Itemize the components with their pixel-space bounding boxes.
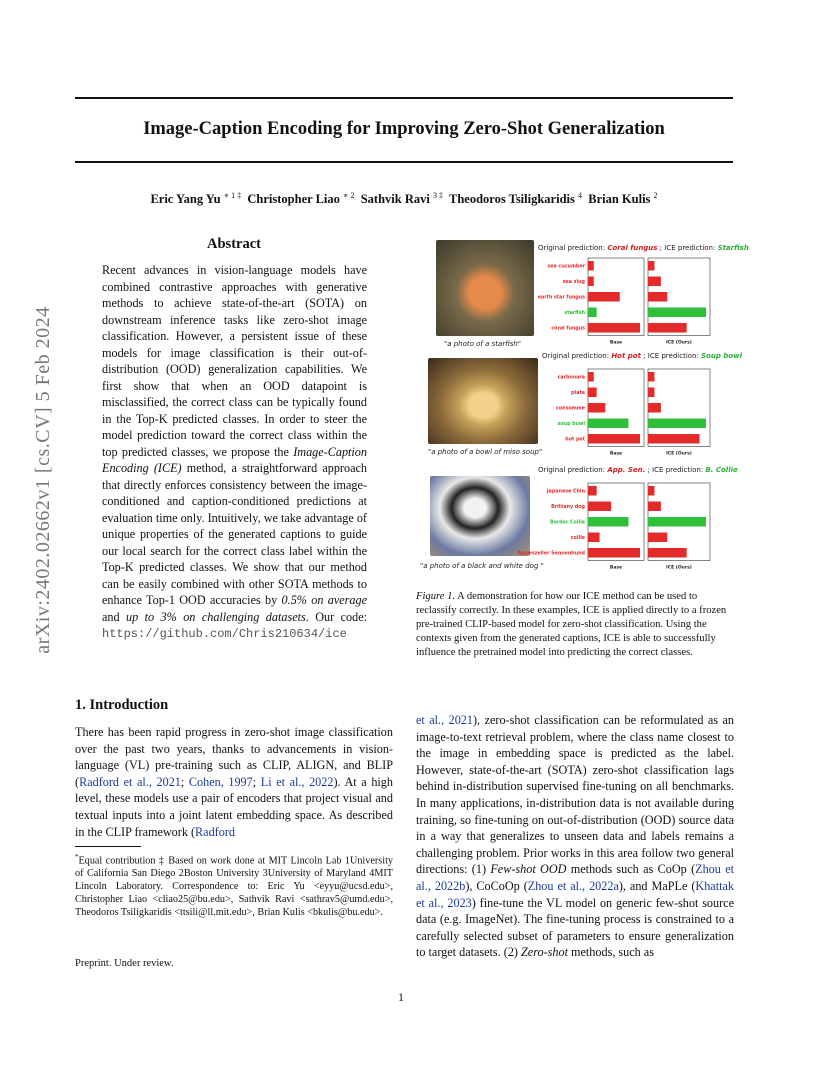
ice-bar bbox=[648, 434, 700, 444]
page-number: 1 bbox=[398, 990, 404, 1004]
author: Brian Kulis bbox=[588, 192, 651, 207]
author: Eric Yang Yu bbox=[150, 192, 221, 207]
category-label: hot pot bbox=[565, 437, 585, 443]
ice-bar bbox=[648, 292, 667, 302]
citation-link[interactable]: Radford bbox=[195, 824, 235, 839]
intro-left-column bbox=[75, 724, 393, 840]
ice-bar bbox=[648, 323, 687, 333]
photo-caption: "a photo of a bowl of miso soup" bbox=[428, 448, 543, 456]
author-aff: ∗ 1 ‡ bbox=[223, 191, 242, 200]
abstract-heading: Abstract bbox=[207, 236, 261, 252]
author-aff: 4 bbox=[578, 191, 582, 200]
base-bar bbox=[588, 486, 597, 496]
category-label: Appenzeller Sennenhund bbox=[517, 551, 585, 557]
category-label: collie bbox=[570, 536, 585, 541]
base-bar bbox=[588, 434, 640, 444]
intro-text: methods such as CoOp ( bbox=[566, 862, 696, 877]
top-rule bbox=[75, 97, 733, 99]
intro-text: ), and MaPLe ( bbox=[618, 878, 696, 893]
author-aff: 3 ‡ bbox=[432, 191, 443, 200]
category-label: carbonara bbox=[557, 375, 585, 381]
intro-text: ). At a high level, these models use a pair of encoders that project visual and textual inputs into a joint latent embedding space. As described in the CLIP framework ( bbox=[75, 774, 393, 839]
prediction-title: Original prediction: Coral fungus ; ICE prediction: Starfish bbox=[538, 244, 749, 252]
ice-bar bbox=[648, 548, 687, 558]
title-rule bbox=[75, 161, 733, 163]
photo-caption: "a photo of a black and white dog " bbox=[420, 562, 544, 570]
series-label: ICE (Ours) bbox=[666, 340, 692, 346]
category-label: consomme bbox=[556, 406, 585, 412]
citation-link[interactable]: Cohen, 1997 bbox=[188, 774, 253, 789]
figure-label: Figure 1. bbox=[416, 591, 456, 602]
footnote-text: Equal contribution ‡ Based on work done at MIT Lincoln Lab 1University of California San Diego 2Boston University 3University of Maryland 4MIT Lincoln Laboratory. Correspondence to: Eric Yu <eyyu@ucsd.edu>, Christopher Liao <cliao25@bu.edu>, Sathvik Ravi <sathrav5@umd.edu>, Theodoros Tsiligkaridis <ttsili@ll.mit.edu>, Brian Kulis <bkulis@bu.edu>. bbox=[75, 855, 393, 918]
ice-bar bbox=[648, 486, 654, 496]
author-aff: 2 bbox=[653, 191, 658, 200]
citation-link[interactable]: Zhou et al., 2022b bbox=[416, 862, 734, 893]
abstract-text: . Our code: bbox=[305, 609, 367, 624]
base-bar bbox=[588, 502, 611, 512]
preprint-note: Preprint. Under review. bbox=[75, 958, 174, 969]
intro-text: ) fine-tune the VL model on generic few-shot source data (e.g. ImageNet). The fine-tuning process is constrained to a carefully selected subset of parameters to ensure generalization to target datasets. (2) bbox=[416, 895, 735, 960]
author: Theodoros Tsiligkaridis bbox=[449, 192, 575, 207]
ice-bar bbox=[648, 277, 661, 287]
code-link[interactable]: https://github.com/Chris210634/ice bbox=[102, 627, 347, 641]
category-label: Japanese Chin bbox=[546, 489, 585, 495]
intro-text: ; bbox=[180, 774, 189, 789]
section-heading: 1. Introduction bbox=[75, 697, 169, 713]
citation-link[interactable]: Radford et al., 2021 bbox=[79, 774, 181, 789]
ice-bar bbox=[648, 308, 706, 318]
abstract-text: Recent advances in vision-language models have combined contrastive approaches with generative methods to achieve state-of-the-art (SOTA) on downstream inference tasks like zero-shot image classification. However, a persistent issue of these models for image classification is their out-of-distribution (OOD) generalization capabilities. We first show that when an OOD datapoint is misclassified, the correct class can be typically found in the Top-K predicted classes. In order to steer the model prediction toward the correct class within the top predicted classes, we propose the bbox=[102, 263, 367, 459]
ice-bar bbox=[648, 388, 654, 398]
base-bar bbox=[588, 517, 628, 527]
base-bar bbox=[588, 403, 605, 413]
citation-link[interactable]: Li et al., 2022 bbox=[260, 774, 334, 789]
ice-bar bbox=[648, 502, 661, 512]
intro-right-column bbox=[416, 712, 734, 961]
photo-caption: "a photo of a starfish" bbox=[444, 340, 522, 348]
footnote: *Equal contribution ‡ Based on work done at MIT Lincoln Lab 1University of California San Diego 2Boston University 3University of Maryland 4MIT Lincoln Laboratory. Correspondence to: Eric Yu <eyyu@ucsd.edu>, Christopher Liao <cliao25@bu.edu>, Sathvik Ravi <sathrav5@umd.edu>, Theodoros Tsiligkaridis <ttsili@ll.mit.edu>, Brian Kulis <bkulis@bu.edu>. bbox=[75, 853, 393, 918]
arxiv-identifier: arXiv:2402.02662v1 [cs.CV] 5 Feb 2024 bbox=[32, 306, 54, 654]
base-bar bbox=[588, 323, 640, 333]
ice-bar bbox=[648, 261, 654, 271]
series-label: Base bbox=[609, 565, 623, 571]
ice-bar bbox=[648, 517, 706, 527]
ice-bar bbox=[648, 372, 654, 382]
ice-bar bbox=[648, 403, 661, 413]
base-bar bbox=[588, 533, 600, 543]
base-bar bbox=[588, 388, 597, 398]
author-aff: ∗ 2 bbox=[343, 191, 355, 200]
citation-link[interactable]: Khattak et al., 2023 bbox=[416, 878, 734, 910]
author: Christopher Liao bbox=[247, 192, 340, 207]
base-bar bbox=[588, 308, 597, 318]
base-bar bbox=[588, 261, 594, 271]
category-label: plate bbox=[571, 391, 585, 396]
category-label: earth star fungus bbox=[537, 295, 585, 301]
intro-emph: Few-shot OOD bbox=[490, 862, 567, 877]
intro-text: ), zero-shot classification can be reformulated as an image-to-text retrieval problem, where the class name closest to the image in embedding space is predicted as the label. However, state-of-the-art (SOTA) zero-shot classification lags behind in-distribution supervised fine-tuning on all benchmarks. In many applications, in-distribution data is not available during training, so fine-tuning on out-of-distribution (OOD) source data in a way that generalizes to unseen data and labels remains a challenging problem. Prior works in this area follow two general directions: (1) bbox=[416, 713, 735, 877]
citation-link[interactable]: Zhou et al., 2022a bbox=[527, 878, 619, 893]
abstract-method-name: Image-Caption Encoding (ICE) bbox=[102, 444, 367, 475]
category-label: starfish bbox=[564, 311, 585, 316]
category-label: Brittany dog bbox=[551, 505, 585, 510]
series-label: Base bbox=[609, 340, 623, 346]
figure-caption bbox=[416, 590, 734, 660]
category-label: sea cucumber bbox=[547, 264, 585, 270]
category-label: soup bowl bbox=[557, 422, 585, 427]
intro-text: ), CoCoOp ( bbox=[465, 878, 528, 893]
series-label: Base bbox=[609, 451, 623, 457]
base-bar bbox=[588, 372, 594, 382]
footnote-rule bbox=[75, 846, 141, 847]
series-label: ICE (Ours) bbox=[666, 451, 692, 457]
series-label: ICE (Ours) bbox=[666, 565, 692, 571]
category-label: Border Collie bbox=[549, 520, 585, 526]
category-label: sea slug bbox=[562, 280, 585, 285]
base-bar bbox=[588, 548, 640, 558]
paper-title: Image-Caption Encoding for Improving Zero-Shot Generalization bbox=[143, 119, 665, 139]
intro-emph: Zero-shot bbox=[521, 945, 568, 960]
category-label: coral fungus bbox=[551, 326, 585, 332]
abstract-text: method, a straightforward approach that directly enforces consistency between the image-conditioned and caption-conditioned predictions at evaluation time only. Intuitively, we take advantage of unique properties of the generated captions to guide our local search for the correct class label within the Top-K predicted classes. We show that our method can be easily combined with other SOTA methods to enhance Top-1 OOD accuracies by bbox=[102, 461, 367, 607]
prediction-title: Original prediction: Hot pot ; ICE prediction: Soup bowl bbox=[542, 352, 743, 360]
intro-text: ; bbox=[252, 774, 261, 789]
abstract-gain: up to 3% on challenging datasets bbox=[126, 609, 306, 624]
base-bar bbox=[588, 292, 620, 302]
abstract-body bbox=[102, 262, 367, 643]
ice-bar bbox=[648, 419, 706, 429]
intro-text: methods, such as bbox=[567, 945, 654, 960]
prediction-bar-charts bbox=[416, 236, 750, 576]
figure-1 bbox=[416, 236, 750, 576]
author-list bbox=[75, 191, 733, 207]
abstract-text: and bbox=[102, 609, 127, 624]
citation-link[interactable]: et al., 2021 bbox=[416, 713, 473, 727]
base-bar bbox=[588, 419, 628, 429]
intro-text: There has been rapid progress in zero-shot image classification over the past two years, thanks to advancements in vision-language (VL) pre-training such as CLIP, ALIGN, and BLIP ( bbox=[75, 725, 393, 789]
abstract-gain: 0.5% on average bbox=[281, 593, 368, 607]
prediction-title: Original prediction: App. Sen. ; ICE prediction: B. Collie bbox=[538, 466, 738, 474]
figure-caption-text: A demonstration for how our ICE method can be used to reclassify correctly. In these examples, ICE is applied directly to a frozen pre-trained CLIP-based model for zero-shot classification. Using the contexts given from the generated captions, ICE is able to successfully influence the pretrained model into predicting the correct classes. bbox=[416, 591, 727, 658]
ice-bar bbox=[648, 533, 667, 543]
author: Sathvik Ravi bbox=[360, 192, 430, 207]
base-bar bbox=[588, 277, 594, 287]
